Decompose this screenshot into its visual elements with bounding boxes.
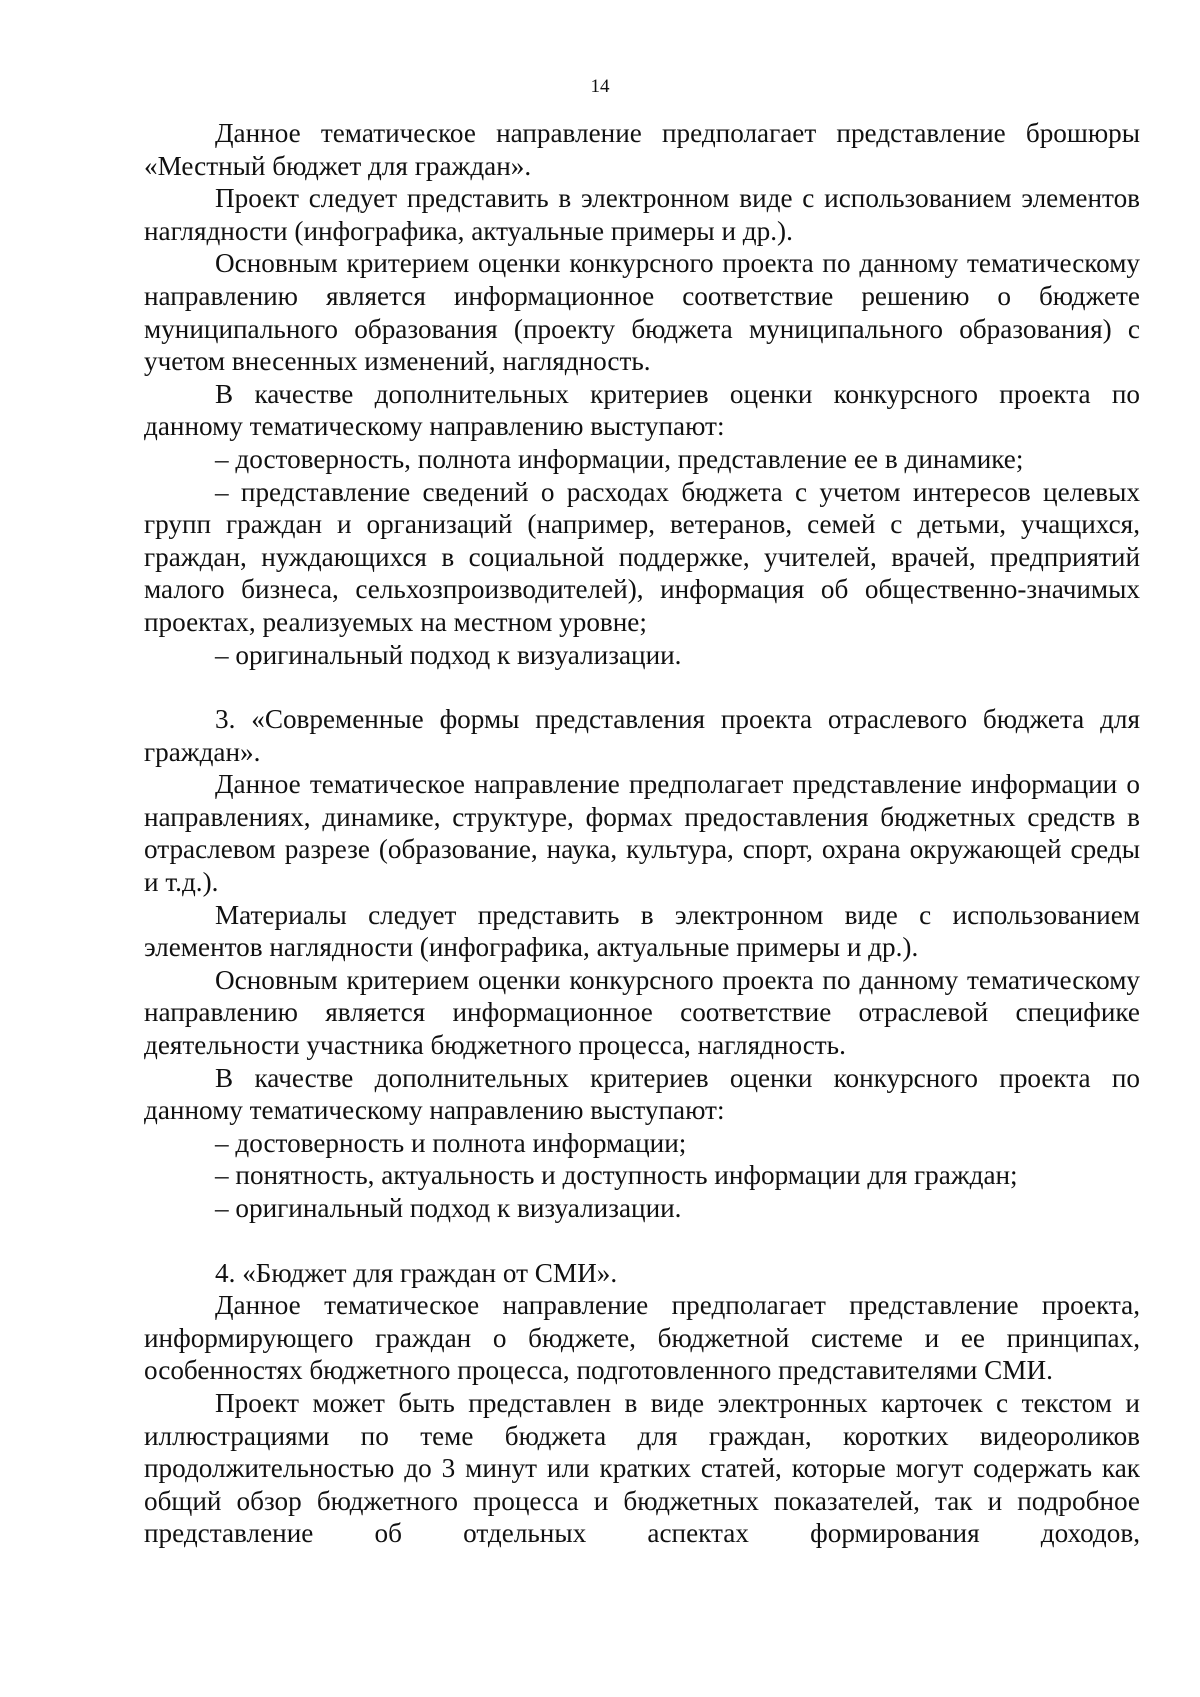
paragraph: Данное тематическое направление предполагает представление брошюры «Местный бюджет для граждан». xyxy=(144,118,1140,181)
list-item: – представление сведений о расходах бюджета с учетом интересов целевых групп граждан и организаций (например, ветеранов, семей с детьми, учащихся, граждан, нуждающихся в социальной поддержке, учителей, врачей, предприятий малого бизнеса, сельхозпроизводителей), информация об общественно-значимых проектах, реализуемых на местном уровне; xyxy=(144,476,1140,637)
section-heading: 3. «Современные формы представления проекта отраслевого бюджета для граждан». xyxy=(144,704,1140,767)
paragraph: Основным критерием оценки конкурсного проекта по данному тематическому направлению является информационное соответствие решению о бюджете муниципального образования (проекту бюджета муниципального образования) с учетом внесенных изменений, наглядность. xyxy=(144,248,1140,377)
paragraph: Материалы следует представить в электронном виде с использованием элементов наглядности (инфографика, актуальные примеры и др.). xyxy=(144,899,1140,963)
paragraph: Проект следует представить в электронном виде с использованием элементов наглядности (инфографика, актуальные примеры и др.). xyxy=(144,183,1140,246)
section-heading: 4. «Бюджет для граждан от СМИ». xyxy=(215,1257,618,1288)
paragraph: Основным критерием оценки конкурсного проекта по данному тематическому направлению является информационное соответствие отраслевой специфике деятельности участника бюджетного процесса, наглядность. xyxy=(144,964,1140,1061)
section-spacer xyxy=(144,671,1140,703)
list-item: – оригинальный подход к визуализации. xyxy=(215,1193,682,1223)
list-item: – оригинальный подход к визуализации. xyxy=(215,639,682,670)
paragraph: Данное тематическое направление предполагает представление проекта, информирующего граждан о бюджете, бюджетной системе и ее принципах, особенностях бюджетного процесса, подготовленного представителями СМИ. xyxy=(144,1290,1140,1386)
paragraph: Проект может быть представлен в виде электронных карточек с текстом и иллюстрациями по теме бюджета для граждан, коротких видеороликов продолжительностью до 3 минут или кратких статей, которые могут содержать как общий обзор бюджетного процесса и бюджетных показателей, так и подробное представление об отдельных аспектах формирования доходов, xyxy=(144,1387,1140,1549)
document-body xyxy=(144,117,1140,1550)
page-number: 14 xyxy=(590,76,610,97)
list-item: – достоверность, полнота информации, представление ее в динамике; xyxy=(215,443,1024,474)
paragraph: В качестве дополнительных критериев оценки конкурсного проекта по данному тематическому направлению выступают: xyxy=(144,378,1140,442)
paragraph: Данное тематическое направление предполагает представление информации о направлениях, динамике, структуре, формах предоставления бюджетных средств в отраслевом разрезе (образование, наука, культура, спорт, охрана окружающей среды и т.д.). xyxy=(144,769,1140,898)
list-item: – достоверность и полнота информации; xyxy=(215,1127,687,1158)
paragraph: В качестве дополнительных критериев оценки конкурсного проекта по данному тематическому направлению выступают: xyxy=(144,1062,1140,1126)
section-spacer xyxy=(144,1225,1140,1257)
list-item: – понятность, актуальность и доступность информации для граждан; xyxy=(215,1160,1018,1191)
